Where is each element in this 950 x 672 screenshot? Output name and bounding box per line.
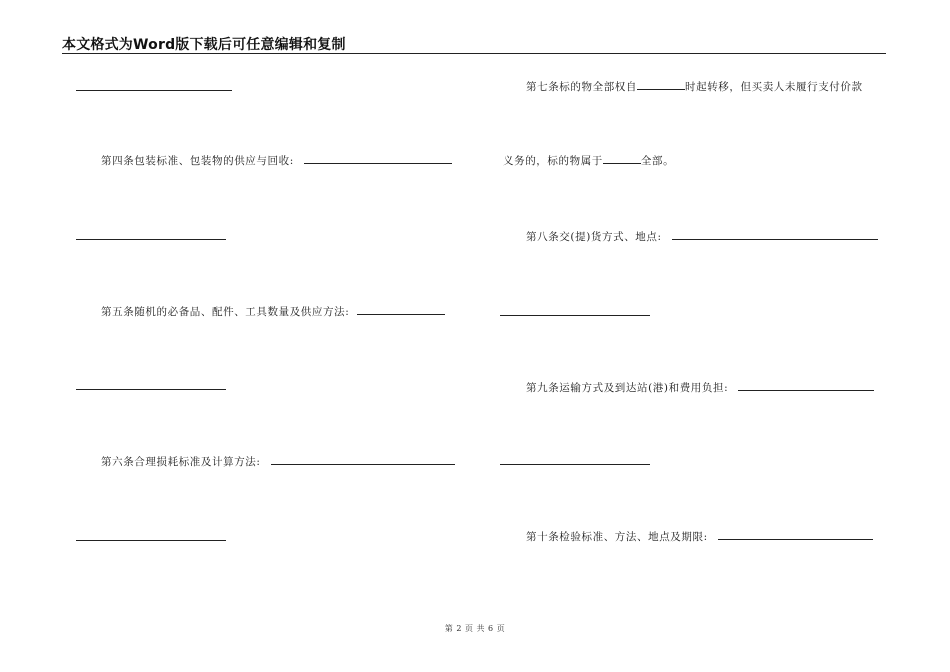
clause-7-cont-text-1: 义务的，标的物属于 (503, 155, 603, 167)
blank-line-left-4 (76, 540, 226, 541)
clause-7-continued (503, 154, 674, 168)
clause-6-text: 第六条合理损耗标准及计算方法: (101, 456, 261, 468)
header-divider (62, 53, 886, 54)
clause-8 (526, 230, 878, 244)
clause-9 (526, 381, 874, 395)
blank-line-left-1 (76, 90, 232, 91)
blank-line-right-2 (500, 464, 650, 465)
clause-9-blank (738, 381, 874, 391)
clause-7-blank-1 (637, 80, 685, 90)
clause-10 (526, 530, 873, 544)
clause-5-blank (357, 305, 445, 315)
clause-10-text: 第十条检验标准、方法、地点及期限: (526, 531, 708, 543)
document-header-title: 本文格式为Word版下载后可任意编辑和复制 (62, 37, 346, 53)
clause-7-text-part2: 时起转移，但买卖人未履行支付价款 (685, 81, 863, 93)
blank-line-left-3 (76, 389, 226, 390)
clause-7-text-part1: 第七条标的物全部权自 (526, 81, 637, 93)
page-number: 第 2 页 共 6 页 (444, 624, 506, 633)
clause-7-cont-text-2: 全部。 (640, 155, 675, 167)
clause-7-blank-2 (603, 154, 641, 164)
blank-line-left-2 (76, 239, 226, 240)
clause-6 (101, 455, 455, 469)
clause-7 (526, 80, 863, 94)
clause-10-blank (718, 530, 873, 540)
clause-5 (101, 305, 445, 319)
clause-9-text: 第九条运输方式及到达站(港)和费用负担: (526, 382, 729, 394)
blank-line-right-1 (500, 315, 650, 316)
clause-5-text: 第五条随机的必备品、配件、工具数量及供应方法: (101, 306, 350, 318)
clause-4 (101, 154, 452, 168)
clause-6-blank (271, 455, 455, 465)
clause-8-blank (672, 230, 878, 240)
clause-4-text: 第四条包装标准、包装物的供应与回收: (101, 155, 294, 167)
clause-4-blank (304, 154, 452, 164)
clause-8-text: 第八条交(提)货方式、地点: (526, 231, 662, 243)
